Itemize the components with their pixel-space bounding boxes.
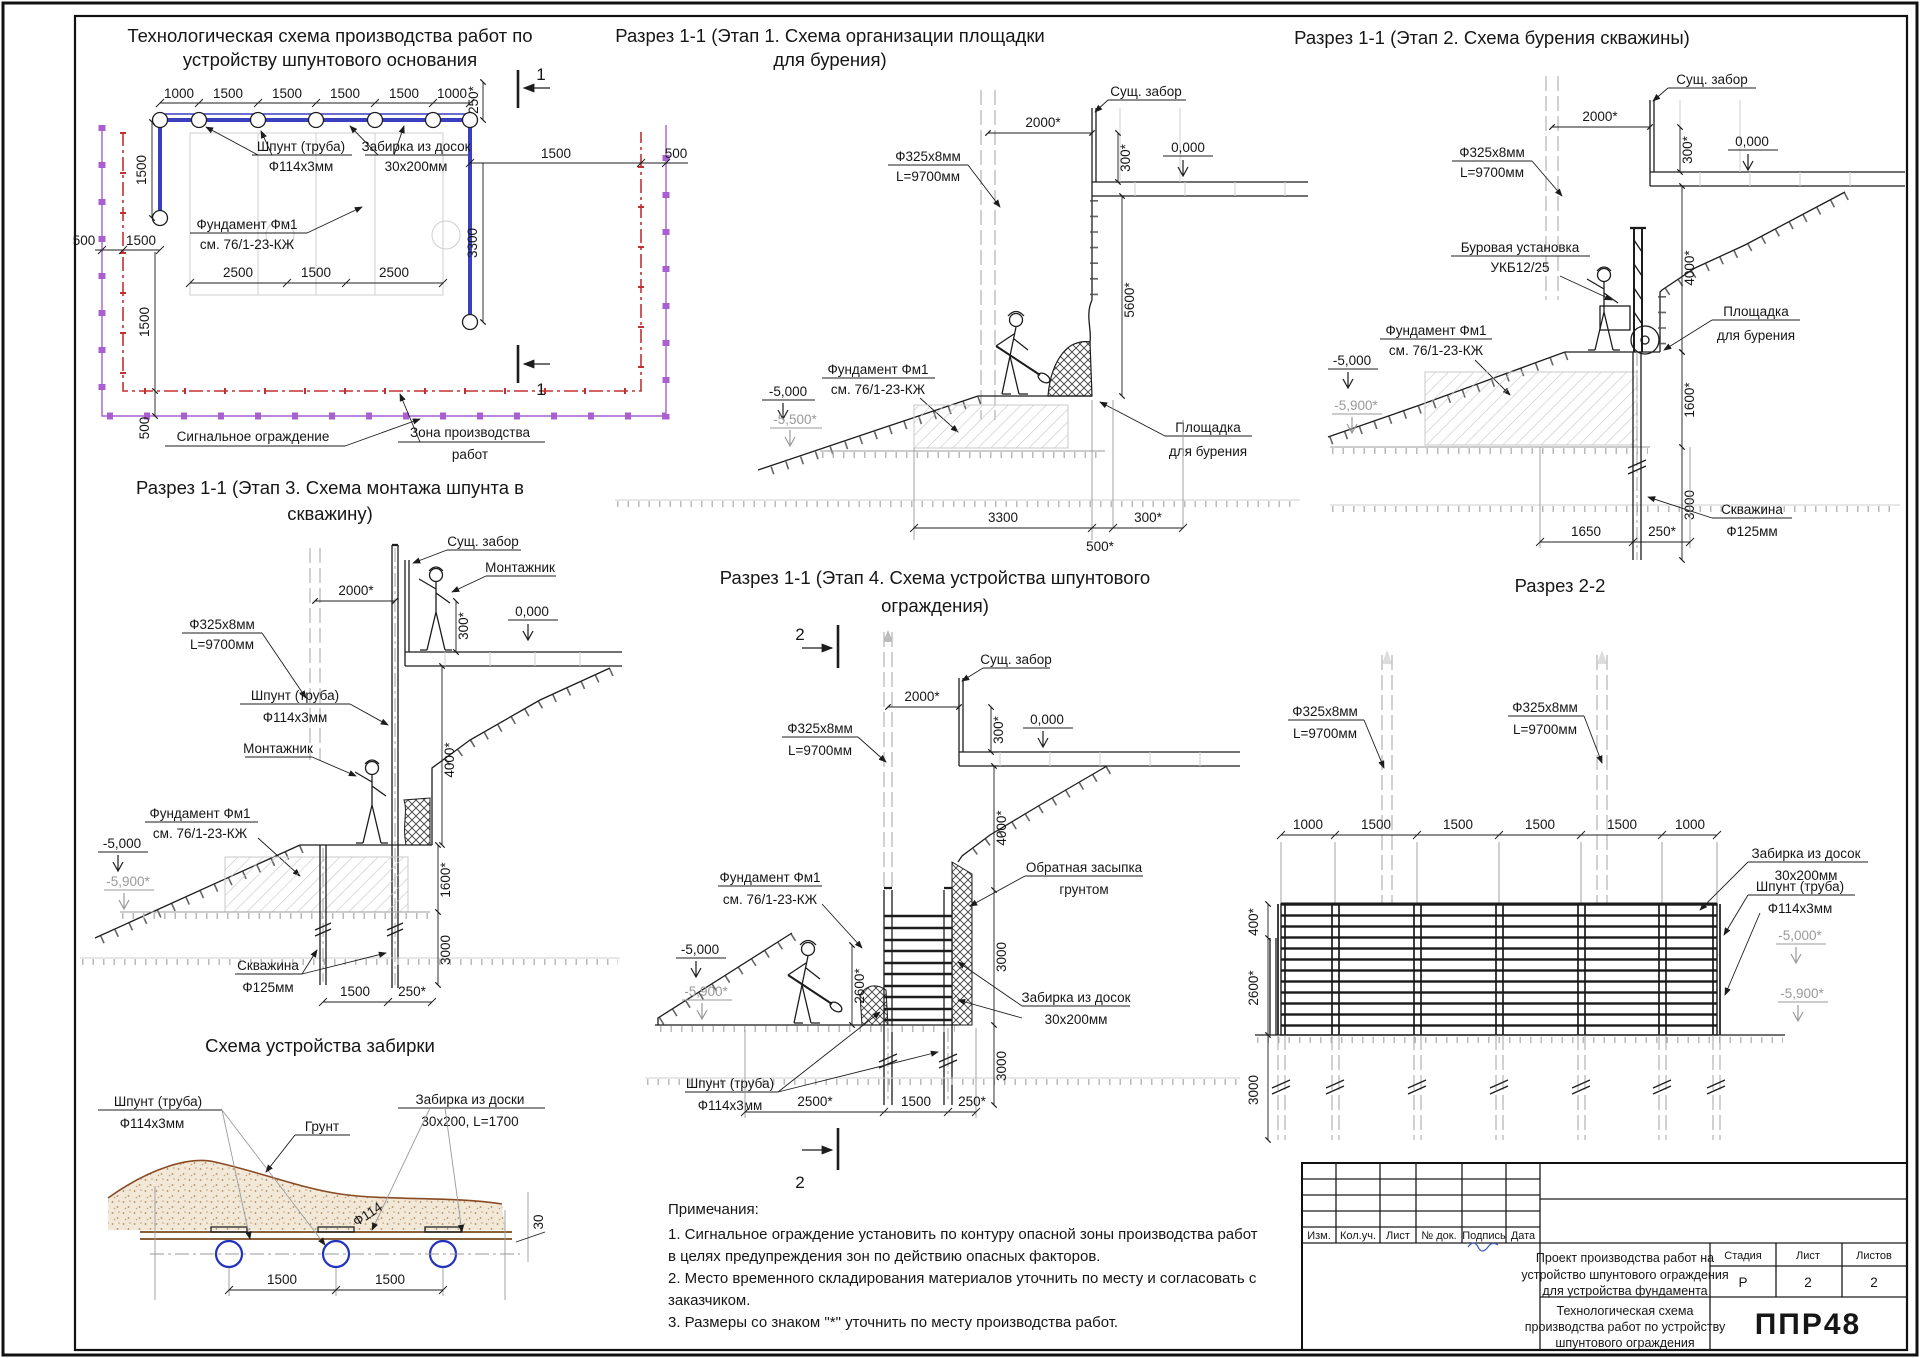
panel-stage1	[615, 25, 1308, 554]
dim-label: 30	[531, 1214, 546, 1230]
label: работ	[451, 447, 489, 462]
label: Обратная засыпка	[1025, 860, 1143, 875]
stage2-label-platform	[1664, 304, 1800, 350]
label: Ф325х8мм	[787, 721, 853, 736]
stage3-level-0	[508, 604, 558, 640]
dim-label: 1500	[300, 265, 332, 280]
stage4-level-m5000	[676, 942, 726, 977]
label: Зона производства	[409, 425, 531, 440]
zabirka-soil-mound	[108, 1161, 505, 1231]
dim-label: 1000	[1674, 817, 1706, 832]
level-label: -5,900*	[106, 874, 150, 889]
level-label: -5,000	[768, 384, 808, 399]
dim-label: 1500	[137, 306, 152, 338]
company-logo: ППР48	[1754, 1308, 1862, 1341]
dim-label: 300*	[991, 716, 1006, 744]
level-mark-icon	[113, 855, 123, 871]
label: Сущ. забор	[447, 534, 519, 549]
label: L=9700мм	[1513, 722, 1577, 737]
stage2-dim-1600	[1682, 352, 1697, 447]
dim-label: 1000	[436, 86, 468, 101]
label: 30х200мм	[1044, 1012, 1108, 1027]
stage4-dim-right	[994, 766, 1009, 1105]
stage2-label-pipe	[1452, 145, 1562, 196]
dim-label: 300*	[1134, 510, 1162, 525]
dim-label: 500	[72, 233, 96, 248]
title-block-doc-title	[1525, 1304, 1726, 1350]
section22-level-m5000	[1776, 928, 1826, 963]
stage4-dim-300	[991, 707, 1006, 752]
dim-label: 3000	[438, 934, 453, 966]
stage4-piles-below-ground	[879, 1025, 957, 1105]
sheets-header: Листов	[1856, 1250, 1892, 1262]
notes-line: 1. Сигнальное ограждение установить по контуру опасной зоны производства работ	[668, 1226, 1258, 1243]
plan-section-marker-top	[518, 65, 550, 108]
column-header: Кол.уч.	[1339, 1230, 1377, 1242]
dim-label: 4000*	[1682, 250, 1697, 286]
section-number: 2	[795, 625, 805, 644]
level-label: 0,000	[1735, 134, 1769, 149]
stage3-dim-bottom	[319, 984, 436, 1006]
level-mark-icon	[697, 1003, 707, 1019]
dim-label: 2000*	[1582, 109, 1618, 124]
label: Ф325х8мм	[1292, 704, 1358, 719]
stage4-pipe-centerline	[883, 630, 893, 888]
title-block-project	[1521, 1251, 1728, 1298]
level-label: 0,000	[1171, 140, 1205, 155]
section22-piles-below-ground	[1255, 1035, 1785, 1140]
label: УКБ12/25	[1490, 260, 1550, 275]
level-label: -5,000	[680, 942, 720, 957]
dim-label: 250*	[398, 984, 426, 999]
stage4-title-line2: ограждения)	[881, 595, 989, 616]
dim-label: 5600*	[1122, 282, 1137, 318]
stage4-section-marker-top	[795, 625, 838, 668]
section22-pipe-centerlines	[1382, 650, 1607, 904]
label: Шпунт (труба)	[1755, 879, 1845, 894]
label: см. 76/1-23-КЖ	[830, 382, 926, 397]
dim-label: 2500*	[797, 1094, 833, 1109]
stage4-level-m5900	[682, 984, 732, 1019]
dim-label: 300*	[1118, 144, 1133, 172]
stage3-dim-1600	[438, 845, 453, 912]
plan-label-signal-fence	[165, 419, 420, 446]
panel-stage4	[645, 567, 1240, 1192]
dim-label: 1600*	[1682, 382, 1697, 418]
dim-label: 1000	[1292, 817, 1324, 832]
stage4-level-0	[1023, 712, 1073, 747]
level-mark-icon	[691, 961, 701, 977]
label: 30х200мм	[1774, 868, 1838, 883]
section22-label-pipe-left	[1288, 704, 1384, 768]
dim-label: 1500	[125, 233, 157, 248]
stage4-dim-bottom	[741, 1028, 987, 1118]
label: для бурения	[1168, 444, 1248, 459]
stage4-section-marker-bottom	[795, 1128, 838, 1192]
stage1-worker-figure	[996, 312, 1052, 395]
dim-label: 2000*	[904, 689, 940, 704]
column-header: Дата	[1510, 1230, 1536, 1242]
notes-line: 2. Место временного складирования материалов уточнить по месту и согласовать с	[668, 1270, 1257, 1287]
stage2-title: Разрез 1-1 (Этап 2. Схема бурения скважины)	[1294, 27, 1690, 48]
stage3-label-sheet-pile	[240, 688, 388, 725]
dim-label: 1600*	[438, 862, 453, 898]
column-header: Изм.	[1307, 1230, 1331, 1242]
label: Площадка	[1723, 304, 1789, 319]
label: для бурения	[1716, 328, 1796, 343]
label: 30х200, L=1700	[421, 1114, 519, 1129]
project-name-line: устройство шпунтового ограждения	[1521, 1268, 1729, 1282]
stage3-dim-300	[456, 601, 471, 652]
level-label: -5,500*	[773, 412, 817, 427]
stage3-level-m5900	[104, 874, 154, 909]
plan-title-line2: устройству шпунтового основания	[182, 49, 478, 70]
label: Скважина	[237, 958, 299, 973]
label: Ф114х3мм	[268, 159, 334, 174]
stage4-backfill	[860, 862, 972, 1025]
dim-label: 1500	[388, 86, 420, 101]
level-mark-icon	[1743, 154, 1753, 170]
dim-label: 500	[664, 146, 688, 161]
label: см. 76/1-23-КЖ	[722, 892, 818, 907]
plan-label-foundation	[190, 207, 362, 252]
level-label: -5,900*	[1780, 986, 1824, 1001]
stage4-dim-2000	[888, 689, 959, 707]
stage3-label-pipe	[182, 617, 306, 698]
stage3-title-line1: Разрез 1-1 (Этап 3. Схема монтажа шпунта в	[136, 477, 524, 498]
notes-block	[668, 1201, 1258, 1331]
level-label: -5,000*	[1778, 928, 1822, 943]
dim-label: 3000	[1682, 489, 1697, 521]
label: Шпунт (труба)	[250, 688, 340, 703]
stage3-dim-4000	[442, 666, 457, 845]
notes-heading: Примечания:	[668, 1201, 759, 1218]
label: Забирка из досок	[1021, 990, 1131, 1005]
panel-stage2	[1294, 27, 1905, 560]
section22-label-pipe-right	[1508, 700, 1602, 763]
stage1-title-line2: для бурения)	[773, 49, 887, 70]
dim-label: 3000	[994, 1050, 1009, 1082]
label: Ф114х3мм	[1767, 901, 1833, 916]
level-label: -5,900*	[684, 984, 728, 999]
section22-fence	[1270, 904, 1720, 1035]
dim-label: 1500	[900, 1094, 932, 1109]
stage2-drill-rig	[1587, 228, 1659, 354]
panel-zabirka	[98, 1035, 546, 1300]
dim-label: 4000*	[994, 810, 1009, 846]
section-number: 2	[795, 1173, 805, 1192]
dim-label: 1500	[134, 154, 149, 186]
dim-label: 2000*	[1025, 115, 1061, 130]
stage2-level-0	[1728, 134, 1778, 170]
stage1-title-line1: Разрез 1-1 (Этап 1. Схема организации площадки	[615, 25, 1045, 46]
title-block	[1302, 1163, 1907, 1350]
dim-label: 1500	[374, 1272, 406, 1287]
label: Фундамент Фм1	[196, 217, 298, 232]
label: см. 76/1-23-КЖ	[152, 826, 248, 841]
section-number: 1	[536, 65, 546, 84]
label: L=9700мм	[1293, 726, 1357, 741]
label: Фундамент Фм1	[719, 870, 821, 885]
label: Сущ. забор	[1676, 72, 1748, 87]
stage3-dim-3000	[438, 912, 453, 985]
section22-title: Разрез 2-2	[1514, 575, 1606, 596]
plan-dim-right	[465, 146, 688, 322]
stage4-label-fill	[970, 860, 1143, 906]
dim-label: 3300	[465, 227, 480, 259]
stage1-pipe-centerline	[981, 90, 995, 420]
level-mark-icon	[1791, 947, 1801, 963]
stage4-worker-figure	[788, 941, 844, 1024]
plan-label-pile	[206, 127, 352, 174]
dim-label: 1500	[212, 86, 244, 101]
sheet-header: Лист	[1796, 1250, 1820, 1262]
label: Монтажник	[485, 560, 555, 575]
level-mark-icon	[1343, 372, 1353, 388]
stage4-label-pipe	[782, 721, 886, 762]
label: Фундамент Фм1	[1385, 323, 1487, 338]
label: L=9700мм	[190, 637, 254, 652]
dim-label: Ф114	[350, 1199, 385, 1230]
dim-label: 2000*	[338, 583, 374, 598]
dim-label: 4000*	[442, 742, 457, 778]
label: Ф125мм	[1726, 524, 1778, 539]
plan-label-work-zone	[398, 394, 545, 462]
label: Ф114х3мм	[262, 710, 328, 725]
column-header: Лист	[1386, 1230, 1410, 1242]
plan-work-zone-line	[123, 132, 641, 391]
level-label: -5,900*	[1334, 398, 1378, 413]
dim-label: 2600*	[852, 968, 867, 1004]
stage2-level-m5000	[1328, 353, 1378, 388]
stage2-dim-4000	[1682, 186, 1697, 352]
label: Ф114х3мм	[119, 1116, 185, 1131]
notes-line: в целях предупреждения зон по действию опасных факторов.	[668, 1248, 1101, 1265]
dim-label: 1500	[271, 86, 303, 101]
zabirka-pipes	[150, 1241, 520, 1267]
dim-label: 1500	[266, 1272, 298, 1287]
stage3-worker-bottom-figure	[355, 760, 388, 843]
label: L=9700мм	[788, 743, 852, 758]
label: Ф114х3мм	[697, 1098, 763, 1113]
sheet-frame	[3, 3, 1917, 1355]
notes-line: заказчиком.	[668, 1292, 751, 1309]
doc-title-line: Технологическая схема	[1556, 1304, 1694, 1318]
label: Ф325х8мм	[189, 617, 255, 632]
dim-label: 1500	[1360, 817, 1392, 832]
panel-stage3	[80, 477, 622, 1006]
label: грунтом	[1059, 882, 1109, 897]
dim-label: 1650	[1570, 524, 1602, 539]
zabirka-label-soil	[266, 1119, 350, 1172]
stage1-dim-2000	[988, 115, 1092, 133]
stage3-old-pipe-centerline	[310, 548, 320, 760]
dim-label: 300*	[1680, 136, 1695, 164]
stage4-title-line1: Разрез 1-1 (Этап 4. Схема устройства шпунтового	[719, 567, 1151, 588]
stage1-level-0	[1163, 140, 1213, 176]
dim-label: 3000	[1246, 1074, 1261, 1106]
plan-title-line1: Технологическая схема производства работ по	[127, 25, 533, 46]
stage1-label-pipe	[888, 149, 1000, 207]
dim-label: 250*	[1648, 524, 1676, 539]
notes-line: 3. Размеры со знаком "*" уточнить по месту производства работ.	[668, 1314, 1119, 1331]
dim-label: 2500	[378, 265, 410, 280]
section-number: 1	[536, 380, 546, 399]
level-mark-icon	[119, 893, 129, 909]
dim-label: 250*	[466, 86, 481, 114]
stage4-label-boards	[958, 962, 1131, 1027]
stage3-dim-2000	[315, 583, 395, 601]
label: L=9700мм	[896, 169, 960, 184]
stage3-worker-top-figure	[419, 567, 452, 650]
stage-value: Р	[1738, 1275, 1748, 1290]
label: 30х200мм	[384, 159, 448, 174]
dim-label: 1500	[329, 86, 361, 101]
stage2-dim-2000	[1552, 109, 1650, 127]
dim-label: 2600*	[1246, 970, 1261, 1006]
dim-label: 500	[137, 416, 152, 440]
label: Ф325х8мм	[1512, 700, 1578, 715]
label: Буровая установка	[1460, 240, 1580, 255]
label: Шпунт (труба)	[113, 1094, 203, 1109]
level-label: -5,000	[102, 836, 142, 851]
stage4-ladder	[884, 888, 952, 1025]
label: Сигнальное ограждение	[176, 429, 330, 444]
stage2-level-m5900	[1332, 398, 1382, 433]
stage2-foundation-block	[1425, 372, 1637, 445]
dim-label: 3300	[987, 510, 1019, 525]
doc-title-line: шпунтового ограждения	[1555, 1336, 1695, 1350]
level-mark-icon	[523, 624, 533, 640]
level-mark-icon	[785, 430, 795, 446]
project-name-line: Проект производства работ на	[1535, 1251, 1715, 1265]
zabirka-title: Схема устройства забирки	[205, 1035, 435, 1056]
label: Сущ. забор	[980, 652, 1052, 667]
stage3-label-worker-top	[452, 560, 556, 592]
dim-label: 1500	[1524, 817, 1556, 832]
dim-label: 2500	[222, 265, 254, 280]
stage1-label-fence	[1095, 84, 1186, 112]
label: L=9700мм	[1460, 165, 1524, 180]
label: Шпунт (труба)	[256, 139, 346, 154]
label: см. 76/1-23-КЖ	[199, 237, 295, 252]
doc-title-line: производства работ по устройству	[1524, 1320, 1726, 1334]
level-mark-icon	[1793, 1005, 1803, 1021]
dim-label: 3000	[994, 941, 1009, 973]
sheets-value: 2	[1870, 1275, 1878, 1290]
stage1-foundation-block	[914, 405, 1068, 448]
stage1-dim-5600	[1122, 196, 1137, 396]
dim-label: 1500	[540, 146, 572, 161]
dim-label: 500*	[1086, 539, 1114, 554]
label: Забирка из доски	[415, 1092, 525, 1107]
stage2-dim-300	[1680, 127, 1695, 172]
stage3-title-line2: скважину)	[287, 503, 373, 524]
dim-label: 1000	[163, 86, 195, 101]
label: Скважина	[1721, 502, 1783, 517]
dim-label: 1500	[1606, 817, 1638, 832]
sheet-value: 2	[1804, 1275, 1812, 1290]
panel-plan	[73, 25, 688, 462]
section22-level-m5900	[1778, 986, 1828, 1021]
label: Грунт	[304, 1119, 340, 1134]
stage4-label-foundation	[718, 870, 862, 948]
panel-section22	[1246, 575, 1868, 1140]
stage2-label-fence	[1653, 72, 1756, 101]
dim-label: 1500	[1442, 817, 1474, 832]
stage2-dim-bottom	[1536, 447, 1694, 548]
section22-dim-top	[1277, 817, 1721, 904]
project-name-line: для устройства фундамента	[1542, 1284, 1708, 1298]
dim-label: 300*	[456, 612, 471, 640]
zabirka-dim-30	[516, 1192, 546, 1262]
stage4-label-fence	[962, 652, 1052, 681]
label: Фундамент Фм1	[149, 806, 251, 821]
label: Монтажник	[243, 741, 313, 756]
stage3-pile-pipe	[392, 545, 398, 988]
stage3-label-worker-bottom	[243, 741, 356, 776]
level-label: 0,000	[515, 604, 549, 619]
stage3-foundation-block	[225, 857, 408, 912]
label: Фундамент Фм1	[827, 362, 929, 377]
stage1-level-m5500	[770, 412, 822, 446]
label: Ф125мм	[242, 980, 294, 995]
dim-label: 250*	[958, 1094, 986, 1109]
label: см. 76/1-23-КЖ	[1388, 343, 1484, 358]
level-label: 0,000	[1030, 712, 1064, 727]
label: Сущ. забор	[1110, 84, 1182, 99]
stage2-label-rig	[1451, 240, 1612, 300]
signature	[1468, 1243, 1498, 1251]
stage1-label-platform	[1100, 402, 1252, 459]
level-mark-icon	[1347, 417, 1357, 433]
label: Забирка из досок	[1751, 846, 1861, 861]
column-header: Подпись	[1462, 1230, 1506, 1242]
stage3-label-fence	[413, 534, 521, 563]
label: Площадка	[1175, 420, 1241, 435]
dim-label: 1500	[339, 984, 371, 999]
label: Ф325х8мм	[895, 149, 961, 164]
dim-label: 400*	[1246, 908, 1261, 936]
section22-dim-left	[1246, 904, 1268, 1140]
stage3-level-m5000	[98, 836, 148, 871]
level-label: -5,000	[1332, 353, 1372, 368]
column-header: № док.	[1421, 1230, 1457, 1242]
level-mark-icon	[1038, 731, 1048, 747]
label: Ф325х8мм	[1459, 145, 1525, 160]
label: Забирка из досок	[361, 139, 471, 154]
stage-header: Стадия	[1724, 1250, 1762, 1262]
label: Шпунт (труба)	[685, 1076, 775, 1091]
